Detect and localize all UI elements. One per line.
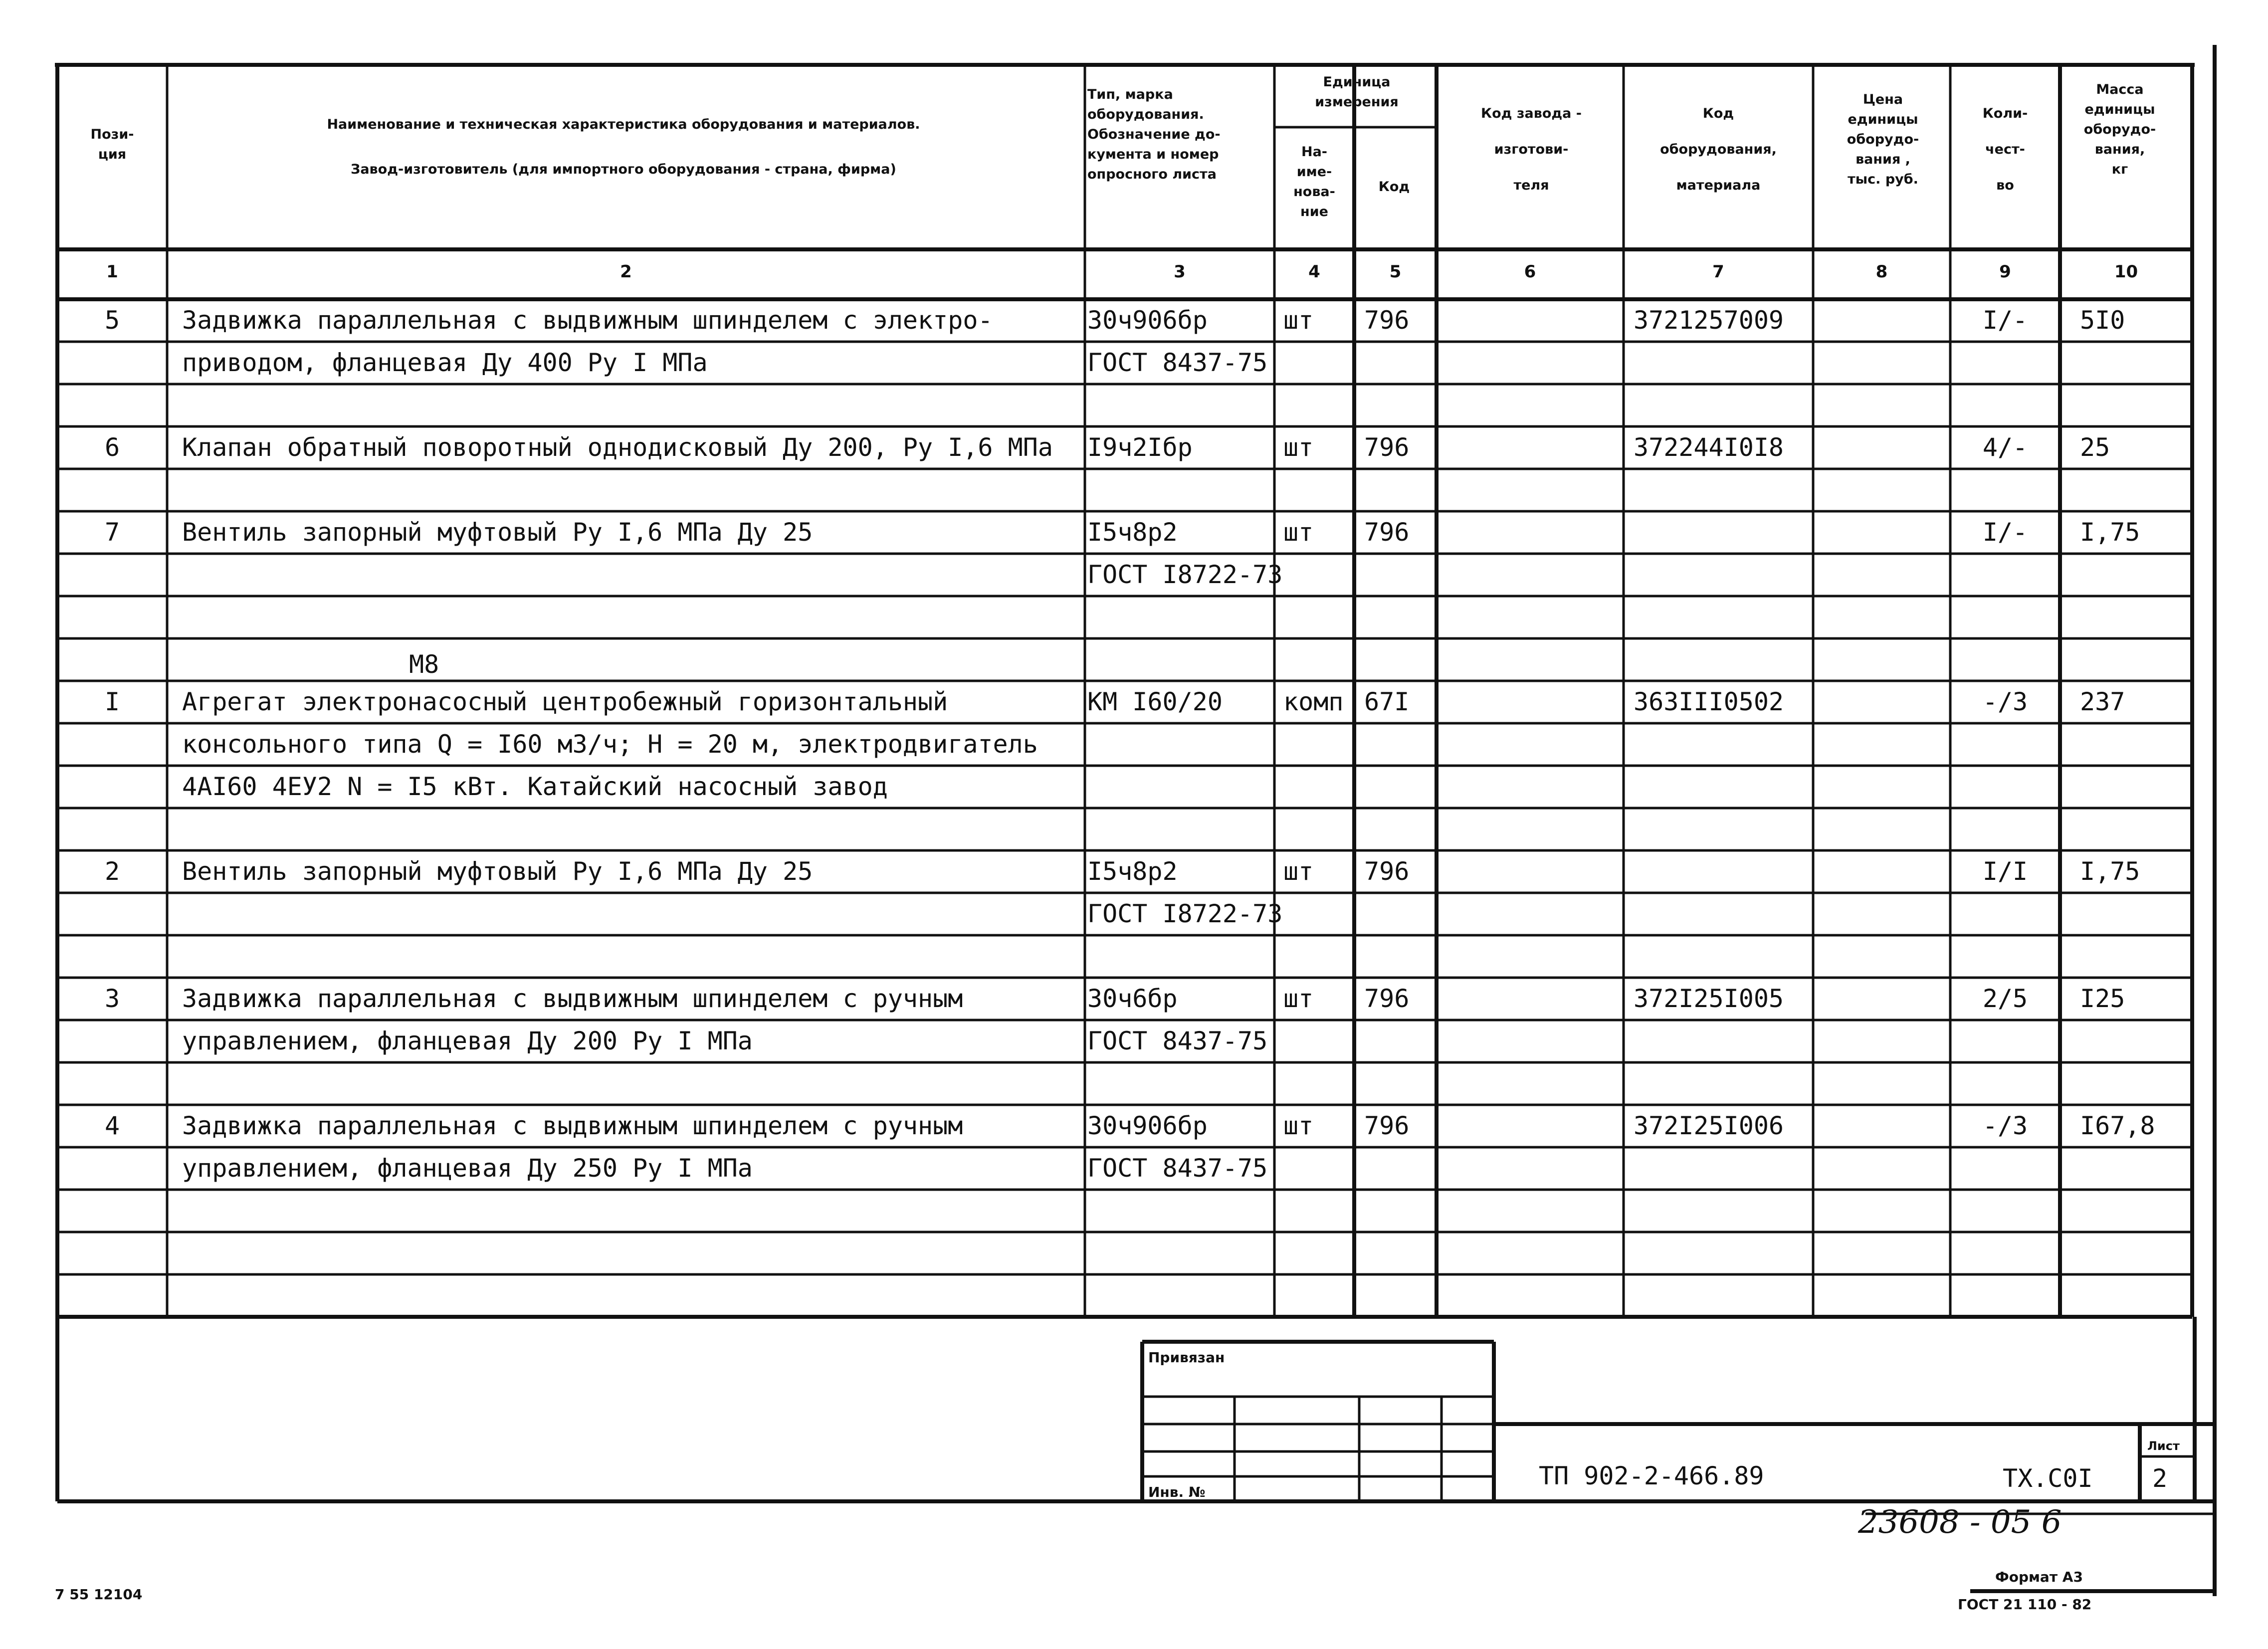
cell-mass: 5I0	[2080, 306, 2125, 335]
cell-eq-code: 3721257009	[1634, 306, 1784, 335]
cell-type: ГОСТ I8722-73	[1087, 899, 1283, 928]
cell-type: 30ч906бр	[1087, 1111, 1208, 1140]
cell-eq-code: 372244I0I8	[1634, 433, 1784, 462]
cell-type: I9ч2Iбр	[1087, 433, 1193, 462]
cell-mass: I25	[2080, 984, 2125, 1013]
cell-pos: 5	[104, 306, 120, 335]
cell-pos: I	[104, 687, 120, 716]
format-label: Формат А3	[1995, 1569, 2083, 1585]
cell-qty: 4/-	[1982, 433, 2028, 462]
cell-name: 4АI60 4ЕУ2 N = I5 кВт. Катайский насосный завод	[182, 772, 888, 801]
handwritten-number: 23608 - 05 6	[1858, 1504, 2062, 1541]
header-position: Пози- ция	[90, 127, 134, 162]
cell-name: Клапан обратный поворотный однодисковый Ду 200, Ру I,6 МПа	[182, 433, 1053, 462]
cell-pos: 6	[104, 433, 120, 462]
column-number: 10	[2114, 262, 2138, 282]
column-number: 9	[1999, 262, 2011, 282]
column-number: 5	[1389, 262, 1402, 282]
stamp-inv: Инв. №	[1148, 1484, 1206, 1500]
cell-code: 67I	[1364, 687, 1410, 716]
cell-mass: 237	[2080, 687, 2125, 716]
stamp-privyazan: Привязан	[1148, 1349, 1225, 1366]
cell-qty: 2/5	[1982, 984, 2028, 1013]
cell-eq-code: 372I25I006	[1634, 1111, 1784, 1140]
cell-mass: I,75	[2080, 857, 2140, 886]
cell-qty: -/3	[1982, 1111, 2028, 1140]
cell-type: ГОСТ 8437-75	[1087, 1027, 1268, 1055]
cell-type: ГОСТ I8722-73	[1087, 560, 1283, 589]
cell-qty: I/-	[1982, 306, 2028, 335]
cell-type: I5ч8р2	[1087, 518, 1178, 547]
cell-eq-code: 372I25I005	[1634, 984, 1784, 1013]
cell-code: 796	[1364, 1111, 1410, 1140]
stamp-list-number: 2	[2152, 1464, 2168, 1493]
stamp-code: ТХ.С0I	[2003, 1464, 2093, 1493]
header-equipment-code: Код оборудования, материала	[1660, 106, 1777, 193]
header-quantity: Коли- чест- во	[1982, 106, 2028, 193]
stamp-document-number: ТП 902-2-466.89	[1539, 1461, 1764, 1490]
header-unit-name: На- име- нова- ние	[1293, 144, 1335, 219]
cell-qty: -/3	[1982, 687, 2028, 716]
cell-qty: I/-	[1982, 518, 2028, 547]
cell-name: Задвижка параллельная с выдвижным шпинделем с электро-	[182, 306, 993, 335]
cell-type: ГОСТ 8437-75	[1087, 1154, 1268, 1183]
column-number: 4	[1308, 262, 1320, 282]
cell-eq-code: 363III0502	[1634, 687, 1784, 716]
cell-name: управлением, фланцевая Ду 200 Ру I МПа	[182, 1027, 753, 1055]
cell-pos: 3	[104, 984, 120, 1013]
cell-type: I5ч8р2	[1087, 857, 1178, 886]
cell-code: 796	[1364, 518, 1410, 547]
cell-code: 796	[1364, 984, 1410, 1013]
cell-type: ГОСТ 8437-75	[1087, 348, 1268, 377]
cell-name-center: М8	[409, 650, 439, 679]
header-name-line1: Наименование и техническая характеристика оборудования и материалов.	[327, 117, 920, 132]
cell-unit: шт	[1283, 518, 1314, 547]
cell-mass: I,75	[2080, 518, 2140, 547]
cell-name: Вентиль запорный муфтовый Ру I,6 МПа Ду 25	[182, 857, 813, 886]
cell-unit: шт	[1283, 984, 1314, 1013]
cell-type: КМ I60/20	[1087, 687, 1223, 716]
cell-pos: 2	[104, 857, 120, 886]
header-mass: Масса единицы оборудо- вания, кг	[2083, 82, 2156, 177]
header-type: Тип, марка оборудования. Обозначение до- кумента и номер опросного листа	[1087, 87, 1221, 182]
column-number: 6	[1524, 262, 1536, 282]
cell-mass: I67,8	[2080, 1111, 2155, 1140]
cell-pos: 7	[104, 518, 120, 547]
cell-name: Агрегат электронасосный центробежный горизонтальный	[182, 687, 948, 716]
column-number: 8	[1875, 262, 1888, 282]
column-number: 7	[1712, 262, 1724, 282]
column-number: 2	[620, 262, 632, 282]
header-factory-code: Код завода - изготови- теля	[1481, 106, 1582, 193]
cell-name: консольного типа Q = I60 м3/ч; Н = 20 м, электродвигатель	[182, 730, 1038, 759]
cell-name: Вентиль запорный муфтовый Ру I,6 МПа Ду 25	[182, 518, 813, 547]
header-unit: Единица измерения	[1315, 74, 1399, 110]
header-price: Цена единицы оборудо- вания , тыс. руб.	[1847, 92, 1919, 187]
header-name-line2: Завод-изготовитель (для импортного оборудования - страна, фирма)	[351, 162, 896, 177]
gost-label: ГОСТ 21 110 - 82	[1958, 1596, 2092, 1613]
cell-mass: 25	[2080, 433, 2110, 462]
cell-name: Задвижка параллельная с выдвижным шпинделем с ручным	[182, 1111, 963, 1140]
cell-name: управлением, фланцевая Ду 250 Ру I МПа	[182, 1154, 753, 1183]
cell-name: Задвижка параллельная с выдвижным шпинделем с ручным	[182, 984, 963, 1013]
cell-unit: комп	[1283, 687, 1344, 716]
cell-type: 30ч6бр	[1087, 984, 1178, 1013]
cell-name: приводом, фланцевая Ду 400 Ру I МПа	[182, 348, 708, 377]
stamp-list-label: Лист	[2147, 1439, 2180, 1453]
column-number: 1	[106, 262, 118, 282]
cell-code: 796	[1364, 433, 1410, 462]
cell-unit: шт	[1283, 433, 1314, 462]
cell-unit: шт	[1283, 1111, 1314, 1140]
bottom-left-code: 7 55 12104	[55, 1586, 143, 1603]
cell-pos: 4	[104, 1111, 120, 1140]
header-unit-code: Код	[1378, 179, 1410, 195]
column-number: 3	[1174, 262, 1186, 282]
cell-code: 796	[1364, 306, 1410, 335]
cell-code: 796	[1364, 857, 1410, 886]
cell-type: 30ч906бр	[1087, 306, 1208, 335]
cell-unit: шт	[1283, 857, 1314, 886]
cell-qty: I/I	[1982, 857, 2028, 886]
cell-unit: шт	[1283, 306, 1314, 335]
